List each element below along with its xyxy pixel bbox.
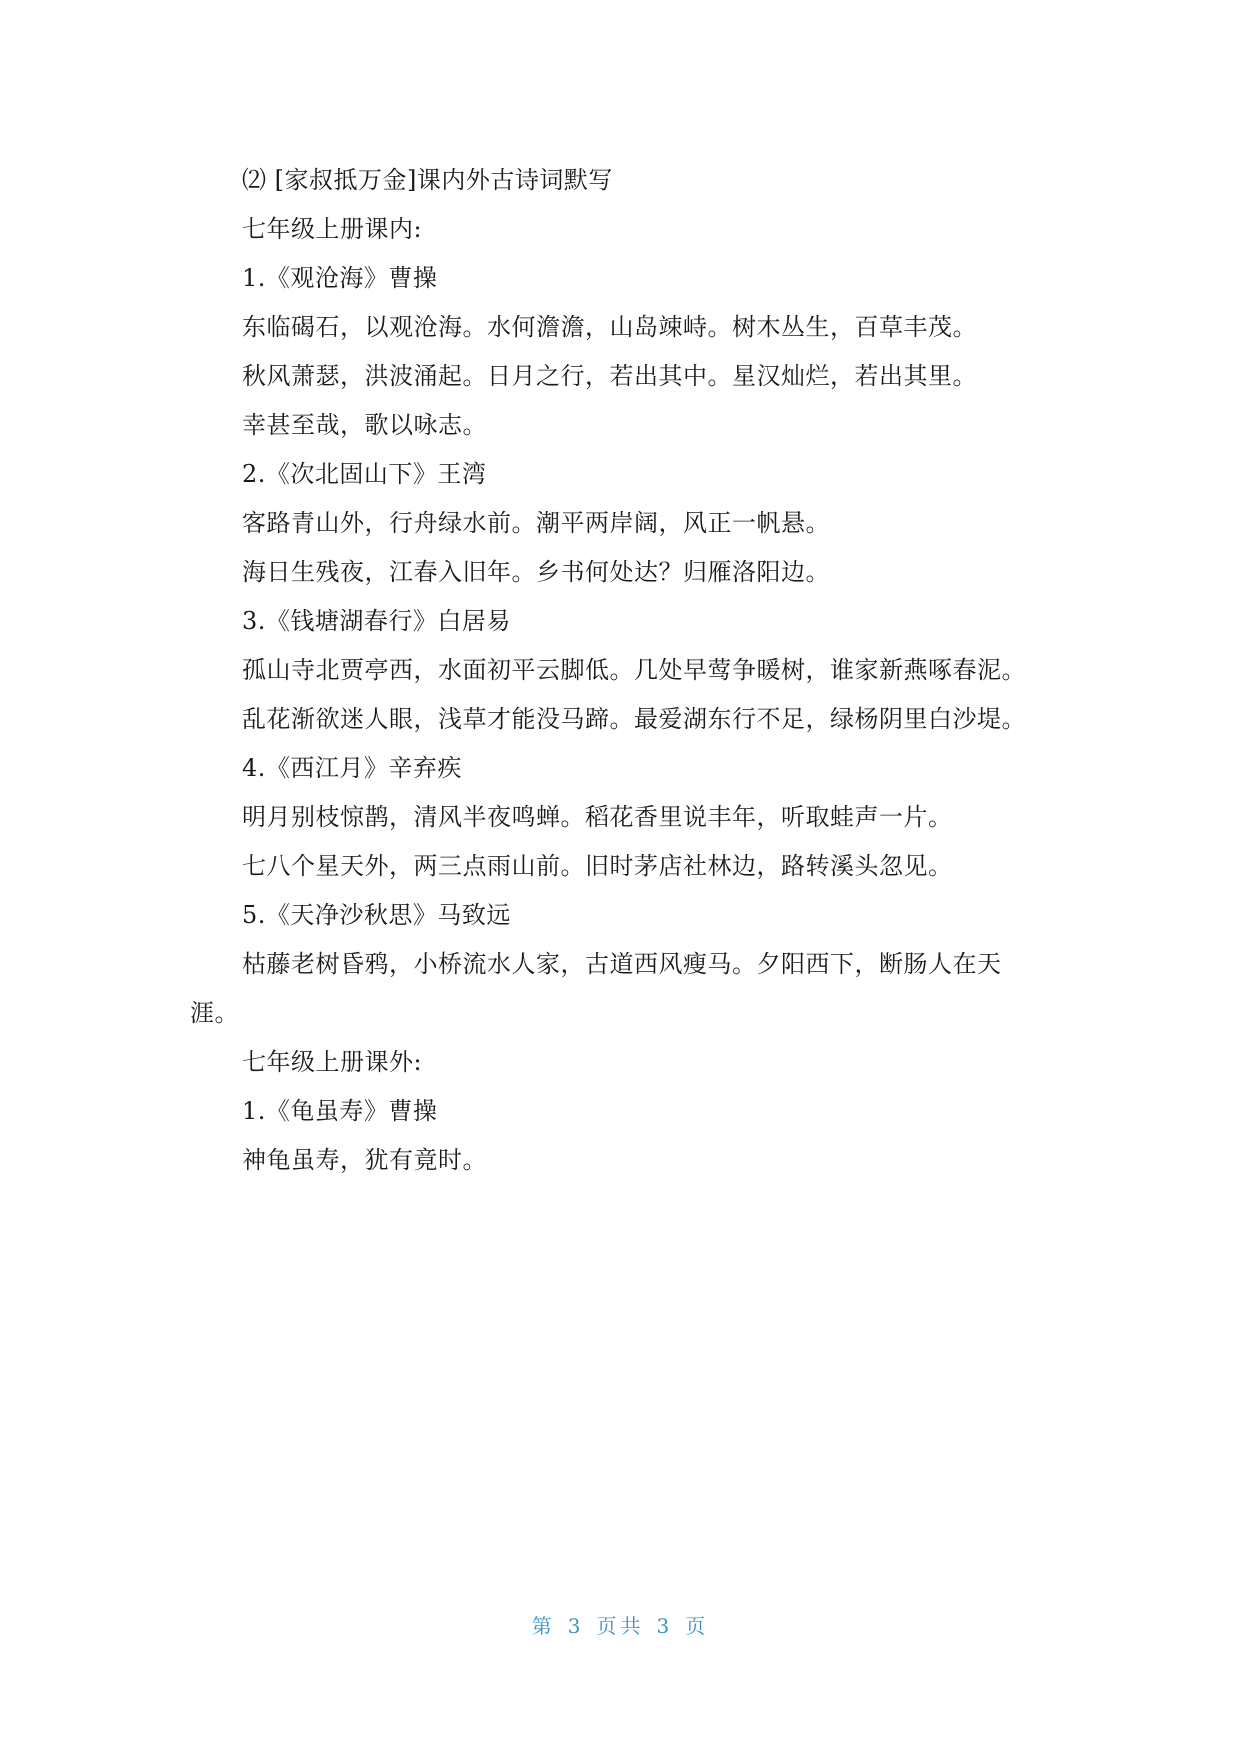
section-title: ⑵ [家叔抵万金]课内外古诗词默写 xyxy=(242,166,613,194)
heading-grade7-extracurricular: 七年级上册课外: xyxy=(242,1048,423,1076)
poem-line: 秋风萧瑟，洪波涌起。日月之行，若出其中。星汉灿烂，若出其里。 xyxy=(242,362,977,390)
page-footer xyxy=(0,1610,1241,1639)
current-page-number: 3 xyxy=(567,1614,585,1638)
poem-line: 孤山寺北贾亭西，水面初平云脚低。几处早莺争暖树，谁家新燕啄春泥。 xyxy=(242,656,1026,684)
page-label-suffix: 页 xyxy=(685,1614,710,1638)
document-body xyxy=(190,156,1050,1185)
poem-line: 明月别枝惊鹊，清风半夜鸣蝉。稻花香里说丰年，听取蛙声一片。 xyxy=(242,803,953,831)
poem-title: 4.《西江月》辛弃疾 xyxy=(242,754,462,782)
poem-title: 3.《钱塘湖春行》白居易 xyxy=(242,607,511,635)
heading-grade7-in-class: 七年级上册课内: xyxy=(242,215,423,243)
poem-line: 幸甚至哉，歌以咏志。 xyxy=(242,411,487,439)
poem-title: 2.《次北固山下》王湾 xyxy=(242,460,487,488)
page-label-middle: 页共 xyxy=(596,1614,645,1638)
total-pages-number: 3 xyxy=(656,1614,674,1638)
page-label-prefix: 第 xyxy=(531,1614,556,1638)
poem-title: 5.《天净沙秋思》马致远 xyxy=(242,901,511,929)
poem-title: 1.《龟虽寿》曹操 xyxy=(242,1097,438,1125)
poem-line: 海日生残夜，江春入旧年。乡书何处达？归雁洛阳边。 xyxy=(242,558,830,586)
poem-line: 东临碣石，以观沧海。水何澹澹，山岛竦峙。树木丛生，百草丰茂。 xyxy=(242,313,977,341)
poem-line: 客路青山外，行舟绿水前。潮平两岸阔，风正一帆悬。 xyxy=(242,509,830,537)
poem-line: 神龟虽寿，犹有竟时。 xyxy=(242,1146,487,1174)
poem-line: 枯藤老树昏鸦，小桥流水人家，古道西风瘦马。夕阳西下，断肠人在天涯。 xyxy=(190,950,1002,1027)
poem-line: 七八个星天外，两三点雨山前。旧时茅店社林边，路转溪头忽见。 xyxy=(242,852,953,880)
poem-line: 乱花渐欲迷人眼，浅草才能没马蹄。最爱湖东行不足，绿杨阴里白沙堤。 xyxy=(242,705,1026,733)
poem-title: 1.《观沧海》曹操 xyxy=(242,264,438,292)
